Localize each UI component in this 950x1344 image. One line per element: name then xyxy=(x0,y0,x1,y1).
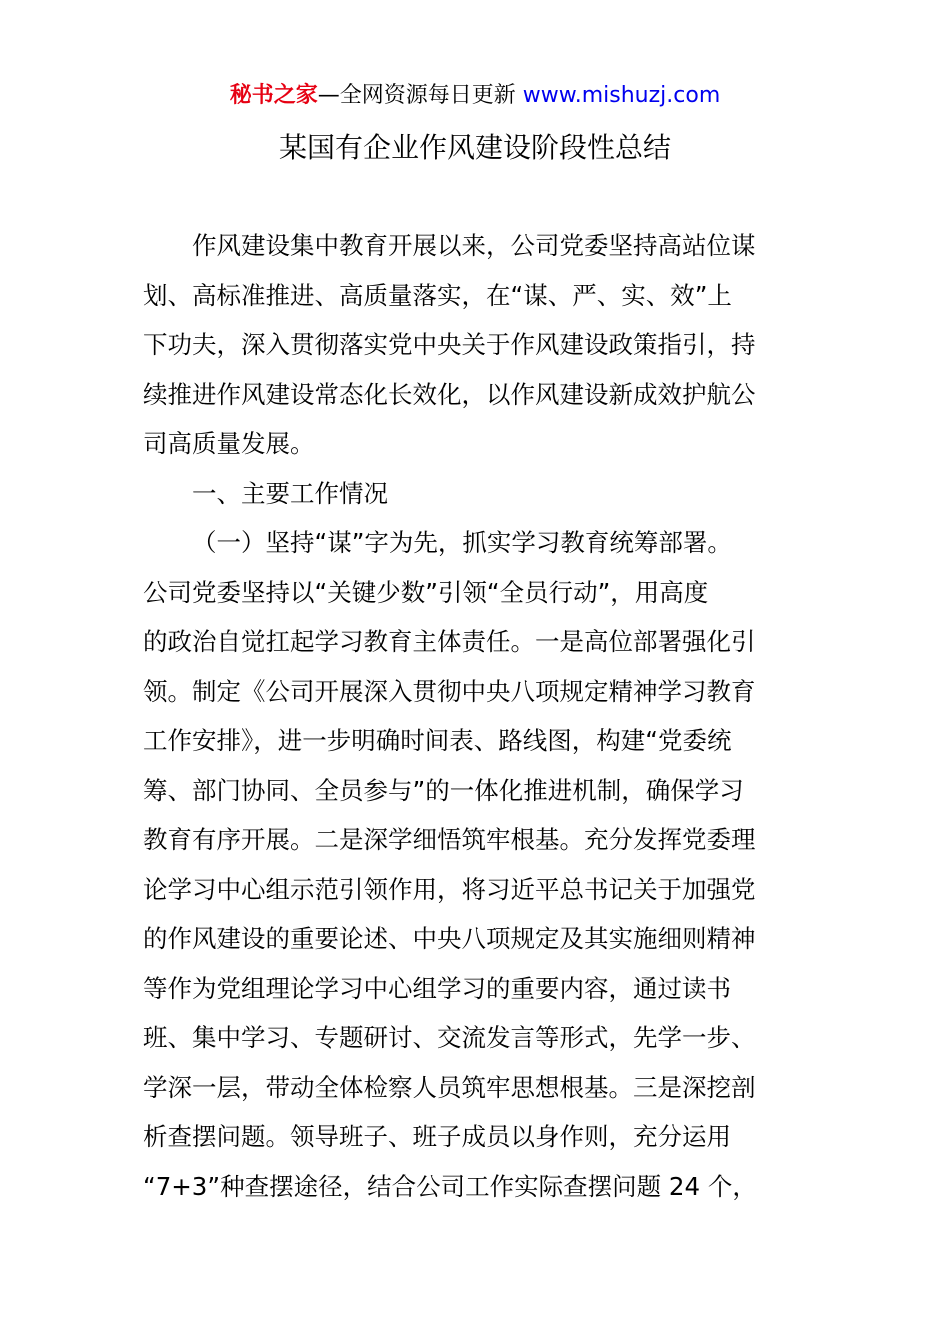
text-line: 划、高标准推进、高质量落实，在“谋、严、实、效”上 xyxy=(143,280,732,310)
text-line: 工作安排》，进一步明确时间表、路线图，构建“党委统 xyxy=(143,726,732,755)
subsection-heading: （一）坚持“谋”字为先，抓实学习教育统筹部署。 xyxy=(192,528,732,557)
text-line: 续推进作风建设常态化长效化，以作风建设新成效护航公 xyxy=(143,379,756,409)
document-title: 某国有企业作风建设阶段性总结 xyxy=(278,131,671,164)
text-line: 下功夫，深入贯彻落实党中央关于作风建设政策指引，持 xyxy=(143,330,756,359)
text-line: 领。制定《公司开展深入贯彻中央八项规定精神学习教育 xyxy=(143,676,756,706)
text-line: 作风建设集中教育开展以来，公司党委坚持高站位谋 xyxy=(192,231,756,260)
text-line: 筹、部门协同、全员参与”的一体化推进机制，确保学习 xyxy=(143,775,744,805)
text-line: 教育有序开展。二是深学细悟筑牢根基。充分发挥党委理 xyxy=(143,825,756,854)
document-body xyxy=(143,226,807,1216)
site-tagline: —全网资源每日更新 xyxy=(317,83,523,108)
text-line: 论学习中心组示范引领作用，将习近平总书记关于加强党 xyxy=(143,874,756,904)
text-line: 司高质量发展。 xyxy=(143,429,315,458)
text-line: 析查摆问题。领导班子、班子成员以身作则，充分运用 xyxy=(143,1122,731,1151)
site-brand: 秘书之家 xyxy=(229,83,318,108)
text-line: 等作为党组理论学习中心组学习的重要内容，通过读书 xyxy=(143,973,731,1003)
text-line: 的政治自觉扛起学习教育主体责任。一是高位部署强化引 xyxy=(143,627,756,656)
text-line: 学深一层，带动全体检察人员筑牢思想根基。三是深挖剖 xyxy=(143,1072,756,1102)
site-url-link[interactable]: www.mishuzj.com xyxy=(522,83,721,108)
text-line: 公司党委坚持以“关键少数”引领“全员行动”，用高度 xyxy=(143,577,709,607)
text-line: 的作风建设的重要论述、中央八项规定及其实施细则精神 xyxy=(143,924,756,953)
site-header xyxy=(0,80,950,112)
section-heading: 一、主要工作情况 xyxy=(192,478,388,508)
text-line: 班、集中学习、专题研讨、交流发言等形式，先学一步、 xyxy=(143,1023,756,1052)
text-line: “7+3”种查摆途径，结合公司工作实际查摆问题 24 个， xyxy=(143,1171,757,1201)
